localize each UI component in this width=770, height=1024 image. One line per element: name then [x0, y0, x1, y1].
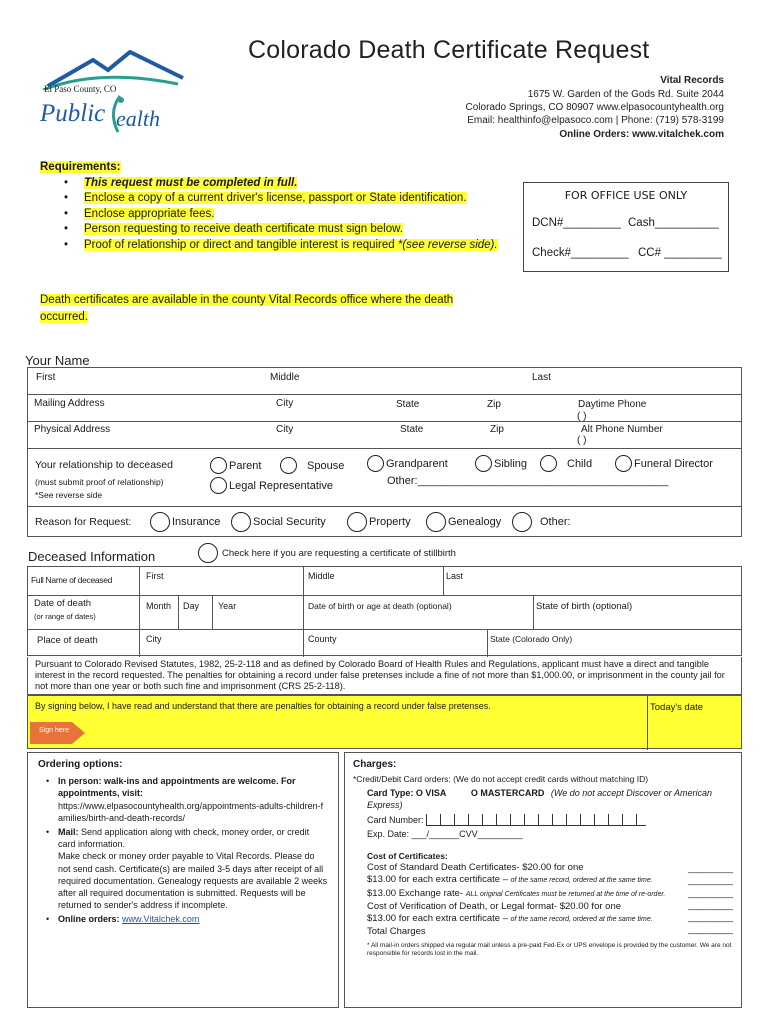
middle-name-label: Middle: [270, 372, 300, 383]
office-cc: CC# _________: [638, 247, 722, 259]
requirement-ref: *(see reverse side).: [397, 238, 498, 251]
zip-label: Zip: [487, 399, 501, 410]
reason-block: [27, 507, 742, 537]
year-label[interactable]: Year: [218, 601, 237, 611]
alt-phone-label: Alt Phone Number: [581, 424, 663, 435]
radio-circle-icon[interactable]: [512, 512, 532, 532]
reason-property[interactable]: Property: [347, 512, 411, 532]
requirements-block: [40, 160, 510, 253]
charge-row: $13.00 for each extra certificate – of the same record, ordered at the same time.: [367, 874, 653, 886]
ordering-online: • Online orders: www.Vitalchek.com: [46, 914, 200, 925]
office-cash: Cash__________: [628, 217, 719, 229]
full-name-label: Full Name of deceased: [31, 575, 113, 585]
charges-box: [344, 752, 742, 1008]
relationship-label: Your relationship to deceased: [35, 459, 173, 471]
your-name-heading: Your Name: [25, 353, 90, 368]
stillbirth-checkbox[interactable]: Check here if you are requesting a certificate of stillbirth: [198, 543, 456, 563]
radio-circle-icon[interactable]: [367, 455, 384, 472]
radio-circle-icon[interactable]: [615, 455, 632, 472]
requirement-item: Proof of relationship or direct and tangible interest is required: [84, 238, 398, 251]
relationship-grandparent[interactable]: Grandparent: [367, 455, 448, 472]
relationship-sibling[interactable]: Sibling: [475, 455, 527, 472]
reverse-side-note: *See reverse side: [35, 490, 103, 500]
credit-card-note: *Credit/Debit Card orders: (We do not accept credit cards without matching ID): [353, 774, 649, 784]
ordering-in-person: • In person: walk-ins and appointments are welcome. For appointments, visit: https://www.elpasocountyhealth.org/appointments-adults-children-families/birth-and-death-records/: [46, 776, 324, 823]
radio-circle-icon[interactable]: [347, 512, 367, 532]
card-number-boxes[interactable]: [426, 814, 646, 826]
your-name-row[interactable]: [27, 367, 742, 395]
reason-insurance[interactable]: Insurance: [150, 512, 220, 532]
radio-circle-icon[interactable]: [231, 512, 251, 532]
mail-shipping-note: * All mail-in orders shipped via regular mail unless a pre-paid Fed-Ex or UPS envelope is provided by the customer. We are not responsible for records lost in the mail.: [367, 941, 732, 957]
cost-title: Cost of Certificates:: [367, 851, 448, 861]
state-label-2: State: [400, 424, 424, 435]
charge-row: Total Charges: [367, 926, 426, 938]
radio-circle-icon[interactable]: [198, 543, 218, 563]
appointments-url[interactable]: https://www.elpasocountyhealth.org/appointments-adults-children-families/birth-and-death-records/: [58, 800, 324, 823]
availability-note: Death certificates are available in the county Vital Records office where the death occurred.: [40, 294, 454, 323]
last-name-label: Last: [532, 372, 551, 383]
exp-cvv-row[interactable]: Exp. Date: ___/______CVV_________: [367, 829, 523, 839]
relationship-other[interactable]: Other:_________________________________________: [387, 475, 669, 487]
charges-list: [367, 862, 733, 939]
requirement-item: This request must be completed in full.: [84, 176, 298, 189]
sign-here-arrow-icon: [30, 722, 85, 744]
alt-phone-paren: ( ): [577, 435, 587, 446]
reason-social-security[interactable]: Social Security: [231, 512, 326, 532]
date-of-death-label: Date of death: [34, 598, 92, 609]
reason-genealogy[interactable]: Genealogy: [426, 512, 501, 532]
place-of-death-label: Place of death: [37, 635, 98, 646]
day-label[interactable]: Day: [183, 601, 200, 611]
office-check: Check#_________: [532, 247, 629, 259]
ordering-options-box: [27, 752, 339, 1008]
requirement-item: Person requesting to receive death certificate must sign below.: [84, 223, 403, 235]
signature-statement: By signing below, I have read and understand that there are penalties for obtaining a record under false pretenses.: [35, 701, 491, 711]
requirements-title: Requirements:: [40, 161, 121, 173]
deceased-heading: Deceased Information: [28, 549, 156, 564]
charge-amount-blanks[interactable]: _________ _________ _________ _________ _________ _________: [687, 863, 733, 935]
relationship-block: [27, 449, 742, 507]
deceased-middle-label[interactable]: Middle: [308, 571, 335, 581]
card-type-row[interactable]: Card Type: O VISA O MASTERCARD (We do not accept Discover or American Express): [367, 788, 712, 810]
ordering-mail: • Mail: Send application along with check, money order, or credit card information. Make check or money order payable to Vital Records. Please do not send cash. Certificate(s) are mailed 3-5 days after receipt of all required documentation. Genealogy requests are available 2 weeks after all required documentation is submitted. Requests will be returned to sender's address if incomplete.: [46, 827, 328, 911]
reason-other[interactable]: Other:: [512, 512, 571, 532]
logo-county: El Paso County, CO: [44, 84, 117, 94]
logo-health: ealth: [116, 106, 160, 131]
death-state-label[interactable]: State (Colorado Only): [490, 634, 573, 644]
charge-row: $13.00 for each extra certificate – of the same record, ordered at the same time.: [367, 913, 653, 925]
city-label: City: [276, 398, 294, 409]
radio-circle-icon[interactable]: [426, 512, 446, 532]
first-name-label: First: [36, 372, 56, 383]
radio-circle-icon[interactable]: [210, 457, 227, 474]
birth-age-label[interactable]: Date of birth or age at death (optional): [308, 601, 452, 611]
card-number-row[interactable]: Card Number:: [367, 814, 733, 826]
office-name: Vital Records: [660, 75, 724, 86]
mailing-address-label: Mailing Address: [34, 398, 105, 409]
relationship-child[interactable]: Child: [540, 455, 592, 472]
reason-label: Reason for Request:: [35, 516, 132, 528]
radio-circle-icon[interactable]: [540, 455, 557, 472]
address-line-2: Colorado Springs, CO 80907 www.elpasocountyhealth.org: [465, 102, 724, 113]
radio-circle-icon[interactable]: [475, 455, 492, 472]
vitalchek-link[interactable]: www.Vitalchek.com: [122, 914, 200, 925]
ordering-title: Ordering options:: [38, 759, 123, 770]
charge-row: Cost of Verification of Death, or Legal format- $20.00 for one: [367, 900, 622, 912]
address-line-1: 1675 W. Garden of the Gods Rd. Suite 2044: [527, 89, 724, 100]
relationship-legal-rep[interactable]: Legal Representative: [210, 477, 333, 494]
death-city-label[interactable]: City: [146, 634, 162, 644]
radio-circle-icon[interactable]: [210, 477, 227, 494]
relationship-spouse[interactable]: Spouse: [280, 457, 344, 474]
date-range-label: (or range of dates): [34, 612, 96, 621]
contact-line: Email: healthinfo@elpasoco.com | Phone: (719) 578-3199: [467, 115, 724, 126]
deceased-last-label[interactable]: Last: [446, 571, 464, 581]
charges-title: Charges:: [353, 759, 397, 770]
charge-row: $13.00 Exchange rate- ALL original Certificates must be returned at the time of re-order.: [367, 887, 666, 899]
health-logo: [38, 50, 190, 140]
sign-here-label: Sign here: [39, 727, 69, 734]
office-use-box: [523, 182, 729, 272]
todays-date-label: Today's date: [650, 702, 704, 713]
zip-label-2: Zip: [490, 424, 504, 435]
state-of-birth-label[interactable]: State of birth (optional): [536, 601, 633, 612]
relationship-note: (must submit proof of relationship): [35, 477, 164, 487]
requirement-item: Enclose a copy of a current driver's license, passport or State identification.: [84, 192, 467, 204]
relationship-funeral-director[interactable]: Funeral Director: [615, 455, 713, 472]
requirement-item: Enclose appropriate fees.: [84, 207, 215, 220]
death-county-label[interactable]: County: [308, 634, 337, 644]
radio-circle-icon[interactable]: [280, 457, 297, 474]
physical-address-label: Physical Address: [34, 424, 111, 435]
city-label-2: City: [276, 424, 294, 435]
daytime-phone-paren: ( ): [577, 411, 587, 422]
relationship-parent[interactable]: Parent: [210, 457, 261, 474]
deceased-first-label[interactable]: First: [146, 571, 164, 581]
office-use-title: FOR OFFICE USE ONLY: [564, 189, 688, 202]
page-title: Colorado Death Certificate Request: [248, 36, 650, 64]
online-orders-line: Online Orders: www.vitalchek.com: [559, 129, 724, 140]
signature-box[interactable]: [27, 695, 742, 749]
month-label[interactable]: Month: [146, 601, 172, 611]
daytime-phone-label: Daytime Phone: [578, 399, 647, 410]
radio-circle-icon[interactable]: [150, 512, 170, 532]
office-dcn: DCN#_________: [532, 217, 621, 229]
penalty-text: Pursuant to Colorado Revised Statutes, 1982, 25-2-118 and as defined by Colorado Board of Health Rules and Regulations, applicant must have a direct and tangible interest in the record requested. The penalties for obtaining a record under false pretenses include a fine of not more than $1,000.00, or imprisonment in the county jail for not more than one year or both such fine and imprisonment (CRS 25-2-118).: [27, 657, 742, 695]
logo-public: Public: [40, 100, 106, 127]
state-label: State: [396, 399, 420, 410]
deceased-table: [27, 566, 742, 656]
charge-row: Cost of Standard Death Certificates- $20.00 for one: [367, 862, 584, 873]
address-block[interactable]: [27, 395, 742, 449]
